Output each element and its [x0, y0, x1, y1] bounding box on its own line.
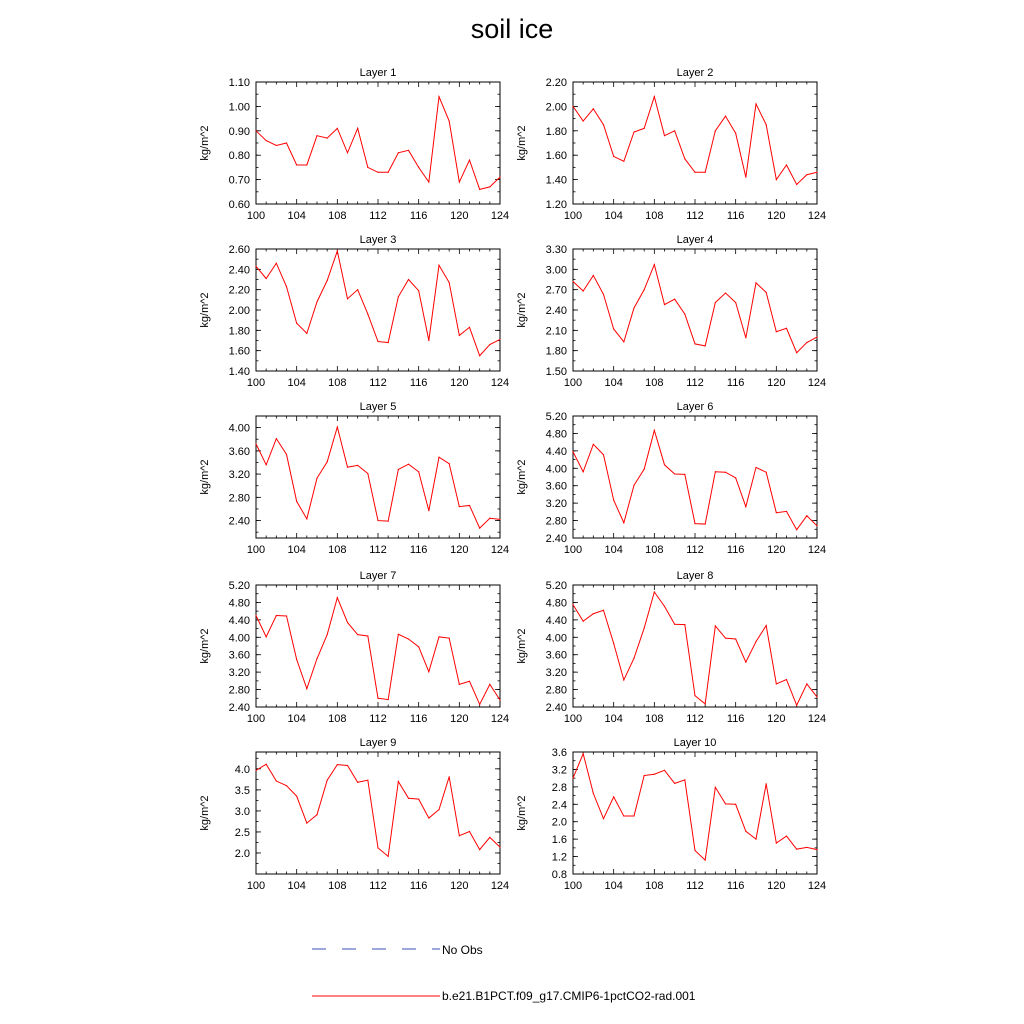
y-tick-label: 3.60 — [228, 445, 250, 458]
legend-obs-label: No Obs — [442, 943, 483, 957]
panel-title: Layer 9 — [359, 737, 397, 749]
y-tick-label: 5.20 — [545, 580, 567, 592]
y-tick-label: 1.60 — [545, 150, 567, 163]
y-tick-label: 5.20 — [228, 580, 250, 592]
y-tick-label: 2.8 — [551, 781, 567, 794]
x-tick-label: 124 — [807, 880, 827, 892]
y-tick-label: 1.6 — [551, 834, 567, 847]
y-tick-label: 2.20 — [228, 284, 250, 297]
x-tick-label: 124 — [807, 210, 827, 222]
y-tick-label: 5.20 — [545, 411, 567, 423]
y-tick-label: 3.00 — [545, 264, 567, 277]
x-tick-label: 120 — [767, 713, 786, 725]
y-tick-label: 2.4 — [551, 799, 567, 812]
x-tick-label: 120 — [450, 377, 469, 389]
y-tick-label: 2.80 — [228, 492, 250, 505]
x-tick-label: 120 — [450, 544, 469, 556]
x-tick-label: 100 — [246, 377, 266, 389]
y-tick-label: 0.80 — [228, 150, 250, 163]
y-tick-label: 3.2 — [551, 764, 567, 777]
y-tick-label: 4.80 — [228, 597, 250, 610]
x-tick-label: 104 — [604, 377, 623, 389]
y-tick-label: 1.80 — [545, 125, 567, 138]
panel-title: Layer 4 — [676, 234, 714, 246]
y-tick-label: 2.00 — [545, 101, 567, 114]
x-tick-label: 112 — [369, 713, 387, 725]
y-tick-label: 4.00 — [228, 632, 250, 645]
y-tick-label: 1.60 — [228, 345, 250, 358]
y-tick-label: 3.6 — [551, 747, 567, 759]
chart-main-title: soil ice — [470, 14, 554, 44]
y-tick-label: 2.10 — [545, 325, 567, 338]
y-tick-label: 2.40 — [228, 264, 250, 277]
panel-title: Layer 5 — [359, 401, 397, 413]
y-axis-label: kg/m^2 — [516, 459, 528, 495]
x-tick-label: 108 — [645, 713, 664, 725]
y-tick-label: 0.70 — [228, 174, 250, 187]
x-tick-label: 104 — [287, 544, 306, 556]
y-tick-label: 2.70 — [545, 284, 567, 297]
panel-title: Layer 6 — [676, 401, 714, 413]
panel-title: Layer 1 — [359, 67, 397, 79]
y-tick-label: 2.40 — [228, 515, 250, 528]
x-tick-label: 108 — [645, 377, 664, 389]
x-tick-label: 100 — [563, 880, 583, 892]
x-tick-label: 120 — [767, 210, 786, 222]
y-tick-label: 1.40 — [545, 174, 567, 187]
y-tick-label: 2.0 — [551, 816, 567, 829]
x-tick-label: 112 — [686, 210, 704, 222]
panel-title: Layer 8 — [676, 570, 714, 582]
y-tick-label: 3.5 — [234, 784, 250, 797]
y-axis-label: kg/m^2 — [516, 795, 528, 831]
y-axis-label: kg/m^2 — [199, 628, 211, 664]
x-tick-label: 104 — [287, 880, 306, 892]
y-axis-label: kg/m^2 — [199, 459, 211, 495]
y-axis-label: kg/m^2 — [516, 292, 528, 328]
y-tick-label: 4.00 — [545, 463, 567, 476]
y-tick-label: 0.8 — [551, 869, 567, 881]
x-tick-label: 116 — [726, 880, 745, 892]
y-tick-label: 2.40 — [545, 702, 567, 714]
x-tick-label: 120 — [450, 880, 469, 892]
x-tick-label: 112 — [369, 210, 387, 222]
legend-model-label: b.e21.B1PCT.f09_g17.CMIP6-1pctCO2-rad.001 — [442, 989, 696, 1003]
y-tick-label: 0.60 — [228, 199, 250, 211]
x-tick-label: 112 — [686, 544, 704, 556]
x-tick-label: 124 — [490, 210, 510, 222]
y-axis-label: kg/m^2 — [199, 125, 211, 161]
x-tick-label: 124 — [807, 713, 827, 725]
x-tick-label: 108 — [645, 880, 664, 892]
x-tick-label: 112 — [686, 377, 704, 389]
x-tick-label: 112 — [686, 880, 704, 892]
x-tick-label: 124 — [490, 377, 510, 389]
x-tick-label: 100 — [563, 713, 583, 725]
y-tick-label: 0.90 — [228, 125, 250, 138]
y-tick-label: 3.30 — [545, 244, 567, 256]
x-tick-label: 112 — [369, 377, 387, 389]
panel-title: Layer 3 — [359, 234, 397, 246]
x-tick-label: 108 — [328, 377, 347, 389]
x-tick-label: 100 — [246, 880, 266, 892]
x-tick-label: 120 — [450, 713, 469, 725]
x-tick-label: 100 — [563, 377, 583, 389]
x-tick-label: 120 — [767, 544, 786, 556]
x-tick-label: 104 — [287, 713, 306, 725]
y-tick-label: 2.20 — [545, 77, 567, 89]
x-tick-label: 116 — [726, 377, 745, 389]
y-tick-label: 2.40 — [545, 305, 567, 317]
y-tick-label: 1.00 — [228, 101, 250, 114]
y-tick-label: 2.80 — [545, 684, 567, 697]
x-tick-label: 104 — [604, 544, 623, 556]
y-axis-label: kg/m^2 — [516, 125, 528, 161]
x-tick-label: 100 — [246, 713, 266, 725]
x-tick-label: 124 — [490, 880, 510, 892]
y-tick-label: 3.20 — [228, 469, 250, 482]
x-tick-label: 112 — [369, 544, 387, 556]
x-tick-label: 116 — [726, 210, 745, 222]
panel-title: Layer 10 — [673, 737, 717, 749]
x-tick-label: 124 — [490, 544, 510, 556]
x-tick-label: 108 — [328, 210, 347, 222]
y-tick-label: 4.40 — [228, 614, 250, 627]
x-tick-label: 116 — [409, 544, 428, 556]
y-tick-label: 4.00 — [545, 632, 567, 645]
x-tick-label: 124 — [807, 377, 827, 389]
y-tick-label: 2.00 — [228, 305, 250, 317]
x-tick-label: 108 — [328, 544, 347, 556]
x-tick-label: 108 — [645, 210, 664, 222]
x-tick-label: 124 — [490, 713, 510, 725]
x-tick-label: 104 — [287, 377, 306, 389]
x-tick-label: 104 — [604, 210, 623, 222]
y-tick-label: 4.80 — [545, 597, 567, 610]
x-tick-label: 108 — [328, 713, 347, 725]
x-tick-label: 108 — [328, 880, 347, 892]
x-tick-label: 100 — [563, 544, 583, 556]
y-tick-label: 2.5 — [234, 826, 250, 839]
y-tick-label: 4.80 — [545, 428, 567, 441]
y-tick-label: 3.60 — [545, 649, 567, 662]
x-tick-label: 116 — [409, 880, 428, 892]
y-axis-label: kg/m^2 — [516, 628, 528, 664]
y-tick-label: 1.80 — [228, 325, 250, 338]
y-tick-label: 2.80 — [228, 684, 250, 697]
x-tick-label: 116 — [726, 713, 745, 725]
x-tick-label: 100 — [246, 544, 266, 556]
x-tick-label: 112 — [369, 880, 387, 892]
y-tick-label: 1.10 — [228, 77, 250, 89]
y-tick-label: 3.0 — [234, 805, 250, 818]
y-tick-label: 1.20 — [545, 199, 567, 211]
y-tick-label: 3.60 — [228, 649, 250, 662]
y-tick-label: 3.20 — [228, 667, 250, 680]
y-tick-label: 2.0 — [234, 847, 250, 860]
y-tick-label: 3.60 — [545, 480, 567, 493]
x-tick-label: 120 — [767, 880, 786, 892]
x-tick-label: 104 — [604, 880, 623, 892]
y-tick-label: 1.40 — [228, 366, 250, 378]
y-tick-label: 2.40 — [228, 702, 250, 714]
y-tick-label: 4.00 — [228, 422, 250, 435]
panel-title: Layer 2 — [676, 67, 714, 79]
x-tick-label: 112 — [686, 713, 704, 725]
x-tick-label: 116 — [726, 544, 745, 556]
x-tick-label: 108 — [645, 544, 664, 556]
x-tick-label: 120 — [450, 210, 469, 222]
y-tick-label: 4.40 — [545, 445, 567, 458]
y-tick-label: 3.20 — [545, 667, 567, 680]
y-tick-label: 2.80 — [545, 515, 567, 528]
x-tick-label: 116 — [409, 377, 428, 389]
y-tick-label: 4.40 — [545, 614, 567, 627]
y-tick-label: 4.0 — [234, 763, 250, 776]
x-tick-label: 116 — [409, 210, 428, 222]
panel-title: Layer 7 — [359, 570, 397, 582]
y-tick-label: 1.50 — [545, 366, 567, 378]
x-tick-label: 104 — [604, 713, 623, 725]
x-tick-label: 104 — [287, 210, 306, 222]
x-tick-label: 100 — [563, 210, 583, 222]
y-tick-label: 1.80 — [545, 345, 567, 358]
y-tick-label: 2.40 — [545, 533, 567, 545]
y-tick-label: 1.2 — [551, 851, 567, 864]
y-axis-label: kg/m^2 — [199, 795, 211, 831]
y-axis-label: kg/m^2 — [199, 292, 211, 328]
x-tick-label: 116 — [409, 713, 428, 725]
x-tick-label: 124 — [807, 544, 827, 556]
y-tick-label: 3.20 — [545, 498, 567, 511]
x-tick-label: 100 — [246, 210, 266, 222]
y-tick-label: 2.60 — [228, 244, 250, 256]
x-tick-label: 120 — [767, 377, 786, 389]
